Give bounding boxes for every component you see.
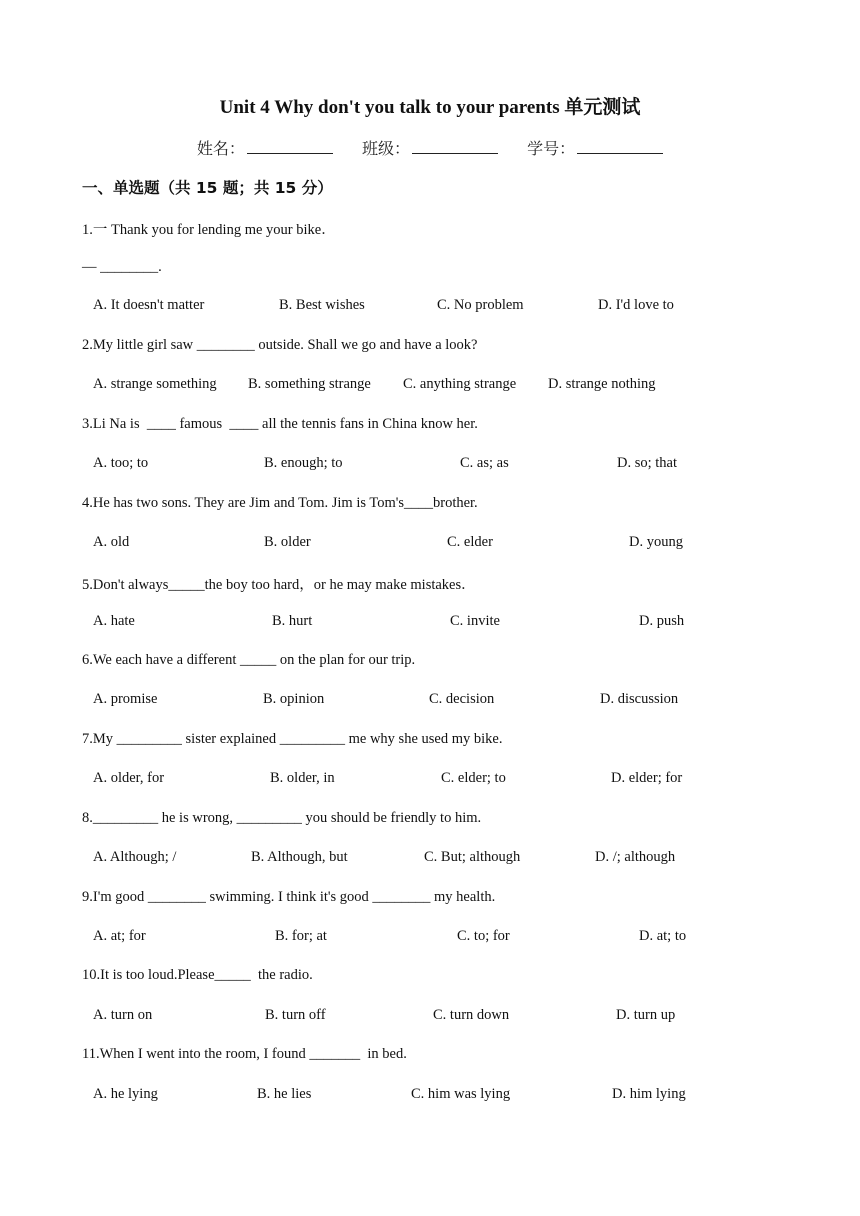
name-label: 姓名： — [196, 139, 245, 158]
options-2 — [93, 376, 693, 396]
question-9: 9.I'm good ________ swimming. I think it's good ________ my health. — [82, 889, 496, 905]
option-c: C. turn down — [433, 1007, 510, 1023]
option-a: A. turn on — [93, 1007, 153, 1023]
question-3: 3.Li Na is ____ famous ____ all the tennis fans in China know her. — [82, 416, 478, 432]
option-a: A. too; to — [93, 455, 149, 471]
options-3 — [93, 455, 693, 475]
option-b: B. hurt — [272, 613, 313, 629]
option-a: A. older, for — [93, 770, 165, 786]
option-a: A. promise — [93, 691, 158, 707]
option-b: B. for; at — [275, 928, 327, 944]
options-4 — [93, 534, 693, 554]
option-a: A. hate — [93, 613, 135, 629]
option-d: D. turn up — [616, 1007, 676, 1023]
page-title: Unit 4 Why don't you talk to your parents 单元测试 — [219, 97, 641, 118]
option-a: A. he lying — [93, 1086, 158, 1102]
option-c: C. No problem — [437, 297, 524, 313]
options-11 — [93, 1086, 693, 1106]
option-d: D. young — [629, 534, 683, 550]
answer-line: — ________. — [82, 259, 162, 275]
options-10 — [93, 1007, 693, 1027]
id-field — [527, 139, 663, 158]
name-field — [197, 139, 333, 158]
question-4: 4.He has two sons. They are Jim and Tom. Jim is Tom's____brother. — [82, 495, 478, 511]
question-11: 11.When I went into the room, I found _______ in bed. — [82, 1046, 407, 1062]
option-d: D. so; that — [617, 455, 678, 471]
option-c: C. to; for — [457, 928, 510, 944]
option-b: B. he lies — [257, 1086, 312, 1102]
option-d: D. discussion — [600, 691, 679, 707]
name-blank — [247, 139, 333, 154]
option-b: B. Although, but — [251, 849, 348, 865]
option-d: D. strange nothing — [548, 376, 656, 392]
question-6: 6.We each have a different _____ on the plan for our trip. — [82, 652, 416, 668]
option-c: C. elder — [447, 534, 493, 550]
option-d: D. him lying — [612, 1086, 686, 1102]
class-field — [362, 139, 498, 158]
option-a: A. It doesn't matter — [93, 297, 205, 313]
question-7: 7.My _________ sister explained _________ me why she used my bike. — [82, 731, 503, 747]
option-b: B. older, in — [270, 770, 335, 786]
options-1 — [93, 297, 693, 317]
id-blank — [577, 139, 663, 154]
section-heading: 一、单选题（共 15 题；共 15 分） — [82, 179, 333, 197]
question-2: 2.My little girl saw ________ outside. Shall we go and have a look? — [82, 337, 478, 353]
option-b: B. turn off — [265, 1007, 326, 1023]
question-8: 8._________ he is wrong, _________ you should be friendly to him. — [82, 810, 482, 826]
option-a: A. old — [93, 534, 130, 550]
id-label: 学号： — [527, 139, 576, 158]
option-c: C. invite — [450, 613, 500, 629]
student-info-row — [0, 136, 860, 159]
option-d: D. /; although — [595, 849, 676, 865]
option-a: A. at; for — [93, 928, 146, 944]
option-b: B. older — [264, 534, 311, 550]
option-a: A. Although; / — [93, 849, 177, 865]
options-7 — [93, 770, 693, 790]
option-c: C. decision — [429, 691, 495, 707]
question-5: 5.Don't always_____the boy too hard，or he may make mistakes． — [82, 577, 476, 593]
option-c: C. him was lying — [411, 1086, 511, 1102]
question-10: 10.It is too loud.Please_____ the radio. — [82, 967, 313, 983]
option-a: A. strange something — [93, 376, 217, 392]
option-d: D. at; to — [639, 928, 687, 944]
option-d: D. elder; for — [611, 770, 683, 786]
option-c: C. elder; to — [441, 770, 506, 786]
option-c: C. anything strange — [403, 376, 517, 392]
question-1: 1.一 Thank you for lending me your bike． — [82, 222, 336, 238]
option-b: B. opinion — [263, 691, 325, 707]
class-label: 班级： — [361, 139, 410, 158]
options-9 — [93, 928, 693, 948]
class-blank — [412, 139, 498, 154]
option-c: C. as; as — [460, 455, 509, 471]
option-d: D. I'd love to — [598, 297, 674, 313]
options-6 — [93, 691, 693, 711]
options-5 — [93, 613, 693, 633]
option-c: C. But; although — [424, 849, 521, 865]
option-d: D. push — [639, 613, 685, 629]
option-b: B. Best wishes — [279, 297, 365, 313]
option-b: B. something strange — [248, 376, 371, 392]
option-b: B. enough; to — [264, 455, 343, 471]
options-8 — [93, 849, 693, 869]
